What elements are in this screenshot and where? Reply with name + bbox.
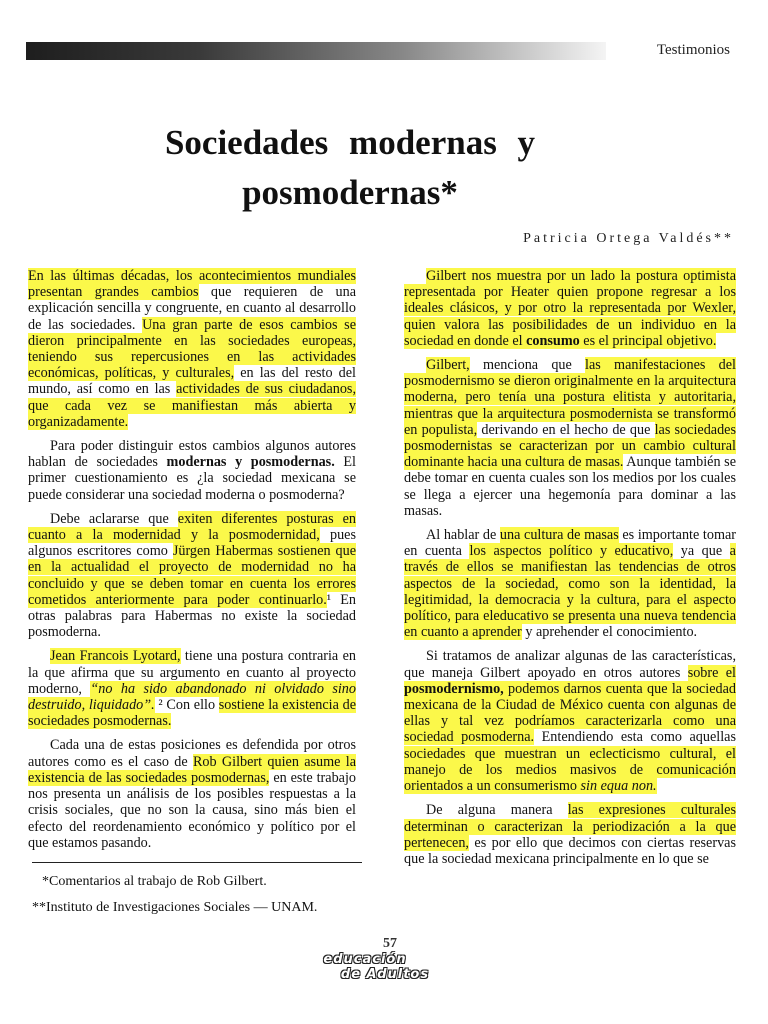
highlighted-text: es el principal objetivo.	[579, 332, 717, 349]
highlighted-text: “no ha sido abandonado ni olvidado sino destruido, liquidado”.	[28, 680, 356, 714]
left-column	[28, 268, 356, 859]
text-run: Entendiendo esta como aquellas	[534, 729, 736, 746]
highlighted-text: los aspectos político y educativo,	[469, 543, 674, 560]
paragraph	[404, 357, 736, 519]
text-run: en este trabajo nos presenta un análisis de los posibles respuestas a la crisis sociales, que no son la causa, sino más bien el efecto del reordenamiento económico y político por el que estamos pasando.	[28, 769, 356, 851]
highlighted-text: podemos darnos cuenta que la sociedad mexicana de la Ciudad de México cuenta con algunas de ellas y tal vez podríamos caracterizarla como una sociedad posmoderna.	[404, 680, 736, 746]
text-run: Al hablar de	[426, 527, 500, 544]
text-run: Aunque también se debe tomar en cuenta cuales son los medios por los cuales se llega a ejercer una hegemonía para dominar a las masas.	[404, 454, 736, 519]
text-run: Debe aclararse que	[50, 510, 178, 527]
highlighted-text: a través de ellos se manifiestan las tendencias de otros aspectos de la sociedad, como son la identidad, la legitimidad, la democracia y la cultura, para el aspecto político, para eleducativo se presenta una nueva tendencia en cuanto a aprender	[404, 543, 736, 641]
right-column	[404, 268, 736, 875]
highlighted-text: sobre el	[687, 664, 736, 681]
highlighted-text: una cultura de masas	[499, 527, 619, 544]
highlighted-text: Jürgen Habermas sostienen que en la actualidad el proyecto de modernidad no ha concluido y que se deben tomar en cuenta los errores cometidos anteriormente para poder continuarlo.	[28, 543, 356, 608]
text-run: ² Con ello	[154, 697, 219, 714]
highlighted-text: actividades de sus ciudadanos, que cada vez se manifiestan más abierta y organizadamente.	[28, 381, 356, 430]
paragraph	[404, 268, 736, 349]
text-run: que requieren de una explicación sencilla y congruente, en cuanto al desarrollo de las sociedades.	[28, 284, 356, 333]
paragraph	[28, 268, 356, 430]
journal-logo-line-2: de Adultos	[340, 967, 430, 982]
text-run: ya que	[673, 543, 730, 560]
journal-logo-line-1: educación	[323, 952, 407, 967]
footnote-2: **Instituto de Investigaciones Sociales — UNAM.	[32, 900, 318, 915]
highlighted-text: Gilbert nos muestra por un lado la postura optimista representada por Heater quien propone regresar a los ideales clásicos, y por otro la representada por Wexler, quien valora las posibilidades de un individuo en la sociedad en donde el	[404, 268, 736, 349]
highlighted-text: las sociedades posmodernistas se caracterizan por un cambio cultural dominante hacia una cultura de masas.	[404, 421, 736, 471]
text-run: pues algunos escritores como	[28, 527, 356, 560]
page-number: 57	[383, 936, 397, 951]
text-run: y aprehender el conocimiento.	[521, 624, 698, 641]
highlighted-text: sostiene la existencia de sociedades posmodernas.	[28, 697, 356, 730]
header-bar	[26, 42, 606, 60]
article-title	[60, 118, 640, 218]
article-author: Patricia Ortega Valdés**	[523, 231, 734, 246]
text-run: El primer cuestionamiento es ¿la sociedad mexicana se puede considerar una sociedad moderna o posmoderna?	[28, 454, 357, 503]
highlighted-text: las manifestaciones del posmodernismo se dieron originalmente en la arquitectura moderna, pero tenía una postura elitista y autoritaria, mientras que la arquitectura posmodernista se transformó en populista,	[404, 357, 736, 438]
text-run: en las del resto del mundo, así como en las	[28, 365, 356, 398]
text-run: Para poder distinguir estos cambios algunos autores hablan de sociedades	[28, 438, 356, 471]
highlighted-text: En las últimas décadas, los acontecimientos mundiales presentan grandes cambios	[28, 268, 356, 301]
highlighted-text: Jean Francois Lyotard,	[50, 648, 181, 665]
title-line-2: posmodernas*	[242, 173, 458, 212]
paragraph	[28, 737, 356, 850]
highlighted-text: sin equa non.	[580, 778, 657, 795]
highlighted-text: posmodernismo,	[404, 680, 504, 697]
text-run: tiene una postura contraria en la que afirma que su argumento en cuanto al proyecto moderno,	[28, 648, 356, 697]
text-run: ¹ En otras palabras para Habermas no existe la sociedad posmoderna.	[28, 591, 356, 641]
highlighted-text: Una gran parte de esos cambios se dieron principalmente en las sociedades europeas, teniendo sus repercusiones en las actividades económicas, políticas, y culturales,	[28, 316, 356, 382]
highlighted-text: Rob Gilbert quien asume la existencia de las sociedades posmodernas,	[28, 753, 356, 786]
page-footer	[300, 936, 430, 982]
text-run: derivando en el hecho de que	[477, 421, 655, 438]
paragraph	[28, 511, 356, 641]
text-run: menciona que	[469, 357, 586, 374]
text-run: Si tratamos de analizar algunas de las características, que maneja Gilbert apoyado en otros autores	[404, 648, 736, 681]
text-run: Cada una de estas posiciones es defendida por otros autores como es el caso de	[28, 737, 356, 770]
paragraph	[28, 648, 356, 729]
highlighted-text: consumo	[526, 332, 580, 349]
paragraph	[404, 648, 736, 794]
highlighted-text: Gilbert,	[426, 357, 470, 374]
paragraph	[404, 527, 736, 640]
text-run: De alguna manera	[426, 802, 568, 819]
text-run: modernas y posmodernas.	[166, 454, 335, 471]
section-label: Testimonios	[656, 42, 730, 58]
highlighted-text: exiten diferentes posturas en cuanto a la modernidad y la posmodernidad,	[28, 510, 356, 544]
paragraph	[404, 802, 736, 867]
highlighted-text: sociedades que muestran un eclecticismo cultural, el manejo de los medios masivos de comunicación orientados a un consumerismo	[404, 745, 736, 795]
text-run: es importante tomar en cuenta	[404, 527, 737, 560]
footnote-1: *Comentarios al trabajo de Rob Gilbert.	[42, 874, 267, 889]
footnotes	[32, 862, 362, 921]
text-run: es por ello que decimos con ciertas reservas que la sociedad mexicana principalmente en lo que se	[404, 834, 736, 867]
paragraph	[28, 438, 356, 503]
highlighted-text: las expresiones culturales determinan o caracterizan la periodización a la que pertenecen,	[404, 802, 737, 851]
title-line-1: Sociedades modernas y	[164, 123, 536, 162]
